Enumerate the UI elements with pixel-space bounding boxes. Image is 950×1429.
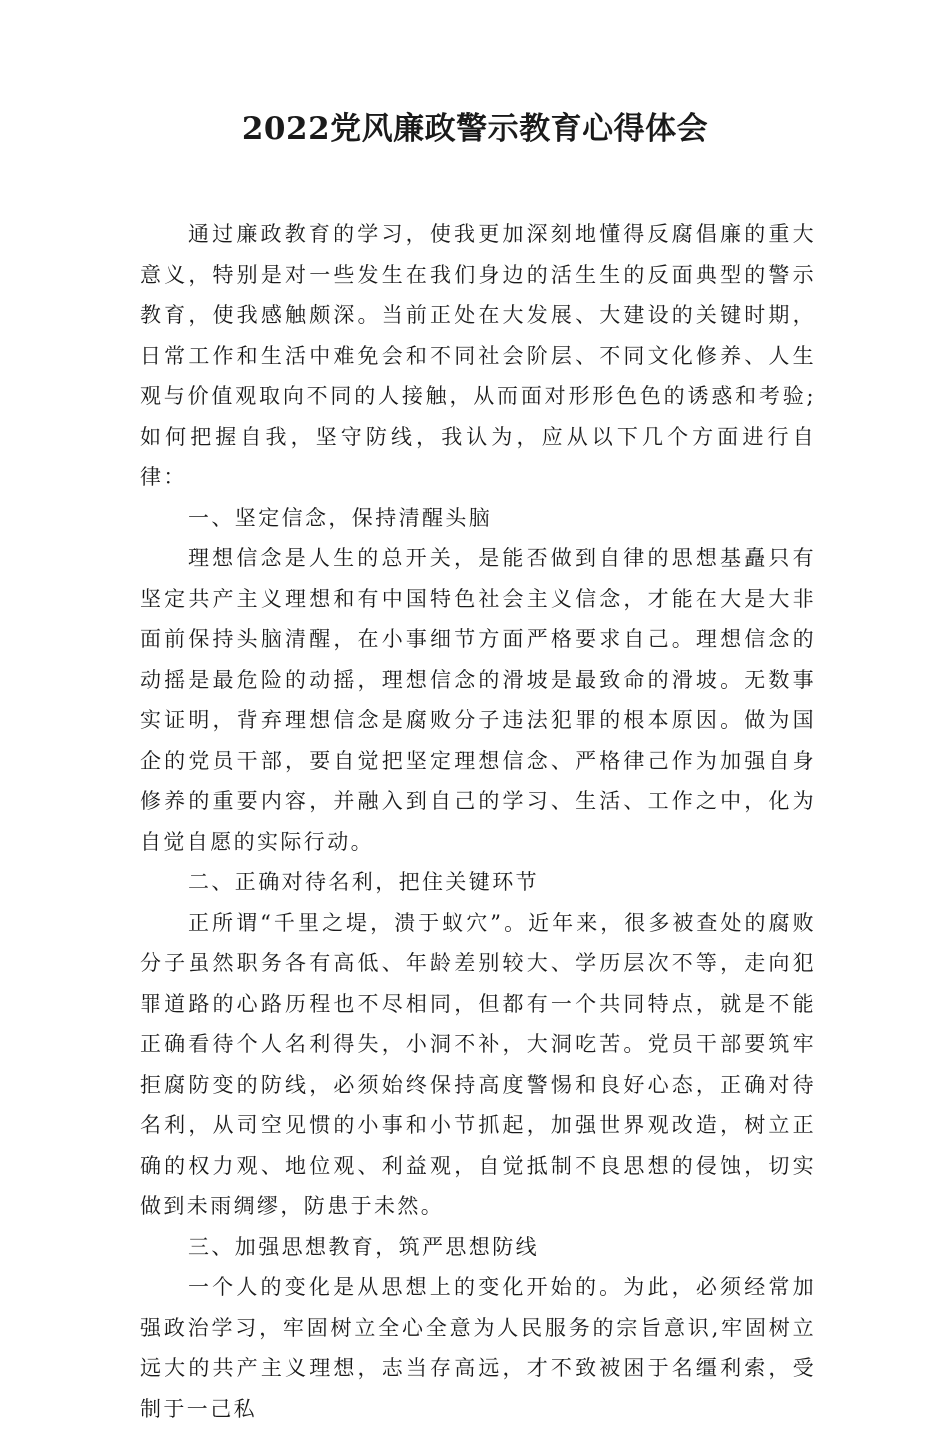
intro-paragraph: 通过廉政教育的学习，使我更加深刻地懂得反腐倡廉的重大意义，特别是对一些发生在我们身边的活生生的反面典型的警示教育，使我感触颇深。当前正处在大发展、大建设的关键时期，日常工作和生活中难免会和不同社会阶层、不同文化修养、人生观与价值观取向不同的人接触，从而面对形形色色的诱惑和考验;如何把握自我，坚守防线，我认为，应从以下几个方面进行自律： [140, 222, 816, 489]
section-paragraph-3: 一个人的变化是从思想上的变化开始的。为此，必须经常加强政治学习，牢固树立全心全意为人民服务的宗旨意识,牢固树立远大的共产主义理想，志当存高远，才不致被困于名缰利索，受制于一己私 [140, 1275, 816, 1421]
document-title: 2022党风廉政警示教育心得体会 [241, 111, 709, 147]
section-heading-2: 二、正确对待名利，把住关键环节 [188, 870, 539, 894]
section-paragraph-2: 正所谓“千里之堤，溃于蚁穴”。近年来，很多被查处的腐败分子虽然职务各有高低、年龄差别较大、学历层次不等，走向犯罪道路的心路历程也不尽相同，但都有一个共同特点，就是不能正确看待个人名利得失，小洞不补，大洞吃苦。党员干部要筑牢拒腐防变的防线，必须始终保持高度警惕和良好心态，正确对待名利，从司空见惯的小事和小节抓起，加强世界观改造，树立正确的权力观、地位观、利益观，自觉抵制不良思想的侵蚀，切实做到未雨绸缪，防患于未然。 [140, 910, 816, 1218]
section-heading-3: 三、加强思想教育，筑严思想防线 [188, 1234, 539, 1259]
section-paragraph-1: 理想信念是人生的总开关，是能否做到自律的思想基矗只有坚定共产主义理想和有中国特色社会主义信念，才能在大是大非面前保持头脑清醒，在小事细节方面严格要求自己。理想信念的动摇是最危险的动摇，理想信念的滑坡是最致命的滑坡。无数事实证明，背弃理想信念是腐败分子违法犯罪的根本原因。做为国企的党员干部，要自觉把坚定理想信念、严格律己作为加强自身修养的重要内容，并融入到自己的学习、生活、工作之中，化为自觉自愿的实际行动。 [140, 546, 816, 854]
section-heading-1: 一、坚定信念，保持清醒头脑 [188, 505, 493, 530]
document-body [140, 214, 816, 1429]
